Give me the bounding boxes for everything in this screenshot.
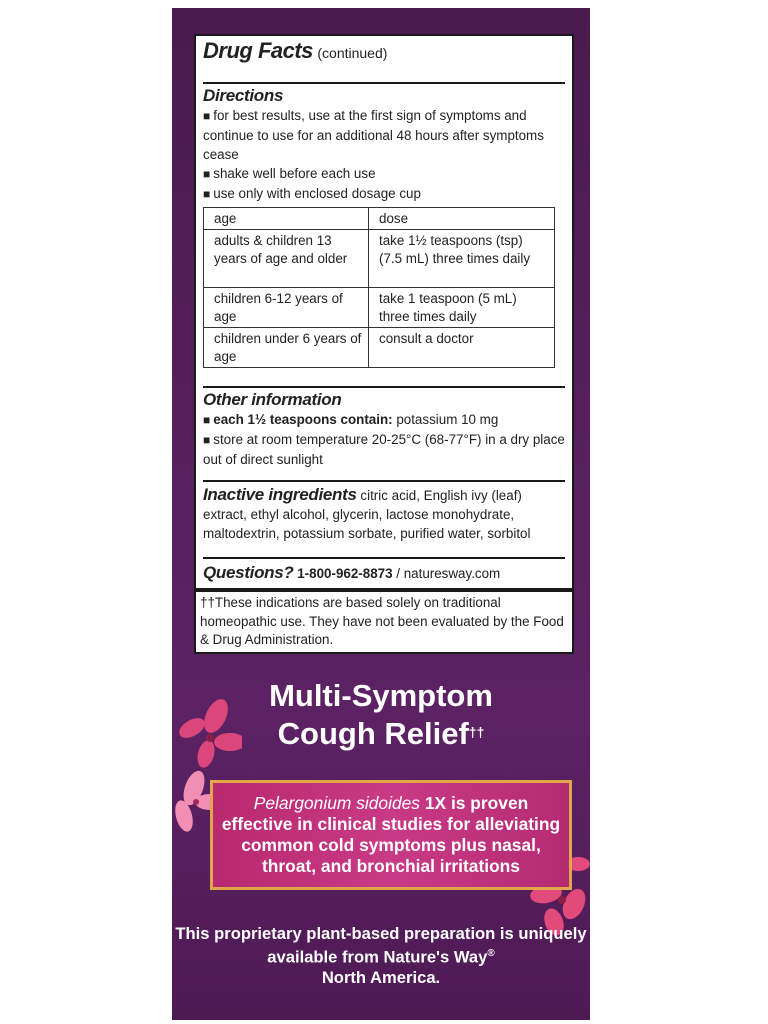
- other-information-bold: each 1½ teaspoons contain:: [213, 412, 393, 427]
- table-cell-dose: take 1½ teaspoons (tsp) (7.5 mL) three times daily: [369, 230, 555, 288]
- headline-line-2: [172, 716, 590, 752]
- table-cell-age: adults & children 13 years of age and older: [204, 230, 369, 288]
- bottom-statement: [172, 924, 590, 988]
- table-header-age: age: [204, 208, 369, 230]
- disclaimer-text: ††These indications are based solely on traditional homeopathic use. They have not been evaluated by the Food & Drug Administration.: [200, 595, 564, 647]
- other-information-section: [203, 390, 565, 482]
- headline-text: Cough Relief: [277, 716, 469, 751]
- directions-bullet: ■ use only with enclosed dosage cup: [203, 184, 565, 204]
- other-information-item: ■ store at room temperature 20-25°C (68-77°F) in a dry place out of direct sunlight: [203, 430, 565, 469]
- callout-text: 1X is proven effective in clinical studies for alleviating common cold symptoms plus nasal, throat, and bronchial irritations: [221, 793, 561, 876]
- registered-mark: ®: [487, 948, 495, 959]
- directions-section: [203, 86, 565, 388]
- headline-line-1: Multi-Symptom: [269, 678, 493, 713]
- questions-heading: Questions?: [203, 563, 294, 582]
- table-cell-dose: take 1 teaspoon (5 mL) three times daily: [369, 288, 555, 328]
- drug-facts-title: Drug Facts: [203, 38, 313, 63]
- table-row: [204, 328, 555, 368]
- bottom-text-end: North America.: [321, 967, 441, 987]
- product-box-panel: [172, 8, 590, 1020]
- questions-website[interactable]: / naturesway.com: [392, 566, 501, 581]
- directions-heading: Directions: [203, 86, 284, 105]
- table-row: [204, 288, 555, 328]
- other-information-value: potassium 10 mg: [392, 412, 499, 427]
- inactive-ingredients-text: [203, 485, 565, 543]
- disclaimer-panel: [194, 590, 574, 654]
- table-cell-age: children under 6 years of age: [204, 328, 369, 368]
- directions-bullet: ■ shake well before each use: [203, 164, 565, 184]
- directions-bullet: ■ for best results, use at the first sign of symptoms and continue to use for an additional 48 hours after symptoms cease: [203, 106, 565, 164]
- questions-phone[interactable]: 1-800-962-8873: [293, 566, 393, 581]
- inactive-ingredients-heading: Inactive ingredients: [203, 485, 357, 504]
- table-cell-age: children 6-12 years of age: [204, 288, 369, 328]
- table-row: [204, 230, 555, 288]
- callout-species: Pelargonium sidoides: [253, 793, 421, 813]
- inactive-ingredients-list: citric acid, English ivy (leaf) extract, ethyl alcohol, glycerin, lactose monohydrate, maltodextrin, potassium sorbate, purified water, sorbitol: [203, 488, 531, 541]
- table-cell-dose: consult a doctor: [369, 328, 555, 368]
- other-information-item: [203, 410, 565, 430]
- table-row: [204, 208, 555, 230]
- table-header-dose: dose: [369, 208, 555, 230]
- clinical-callout: [210, 780, 572, 890]
- drug-facts-header: [203, 36, 565, 84]
- headline-mark: ††: [468, 724, 485, 740]
- drug-facts-panel: [194, 34, 574, 590]
- drug-facts-continued: (continued): [317, 45, 388, 61]
- other-information-heading: Other information: [203, 390, 342, 409]
- bottom-text: This proprietary plant-based preparation is uniquely available from Nature's Way: [175, 924, 587, 967]
- dosage-table: [203, 207, 555, 368]
- inactive-ingredients-section: [203, 485, 565, 559]
